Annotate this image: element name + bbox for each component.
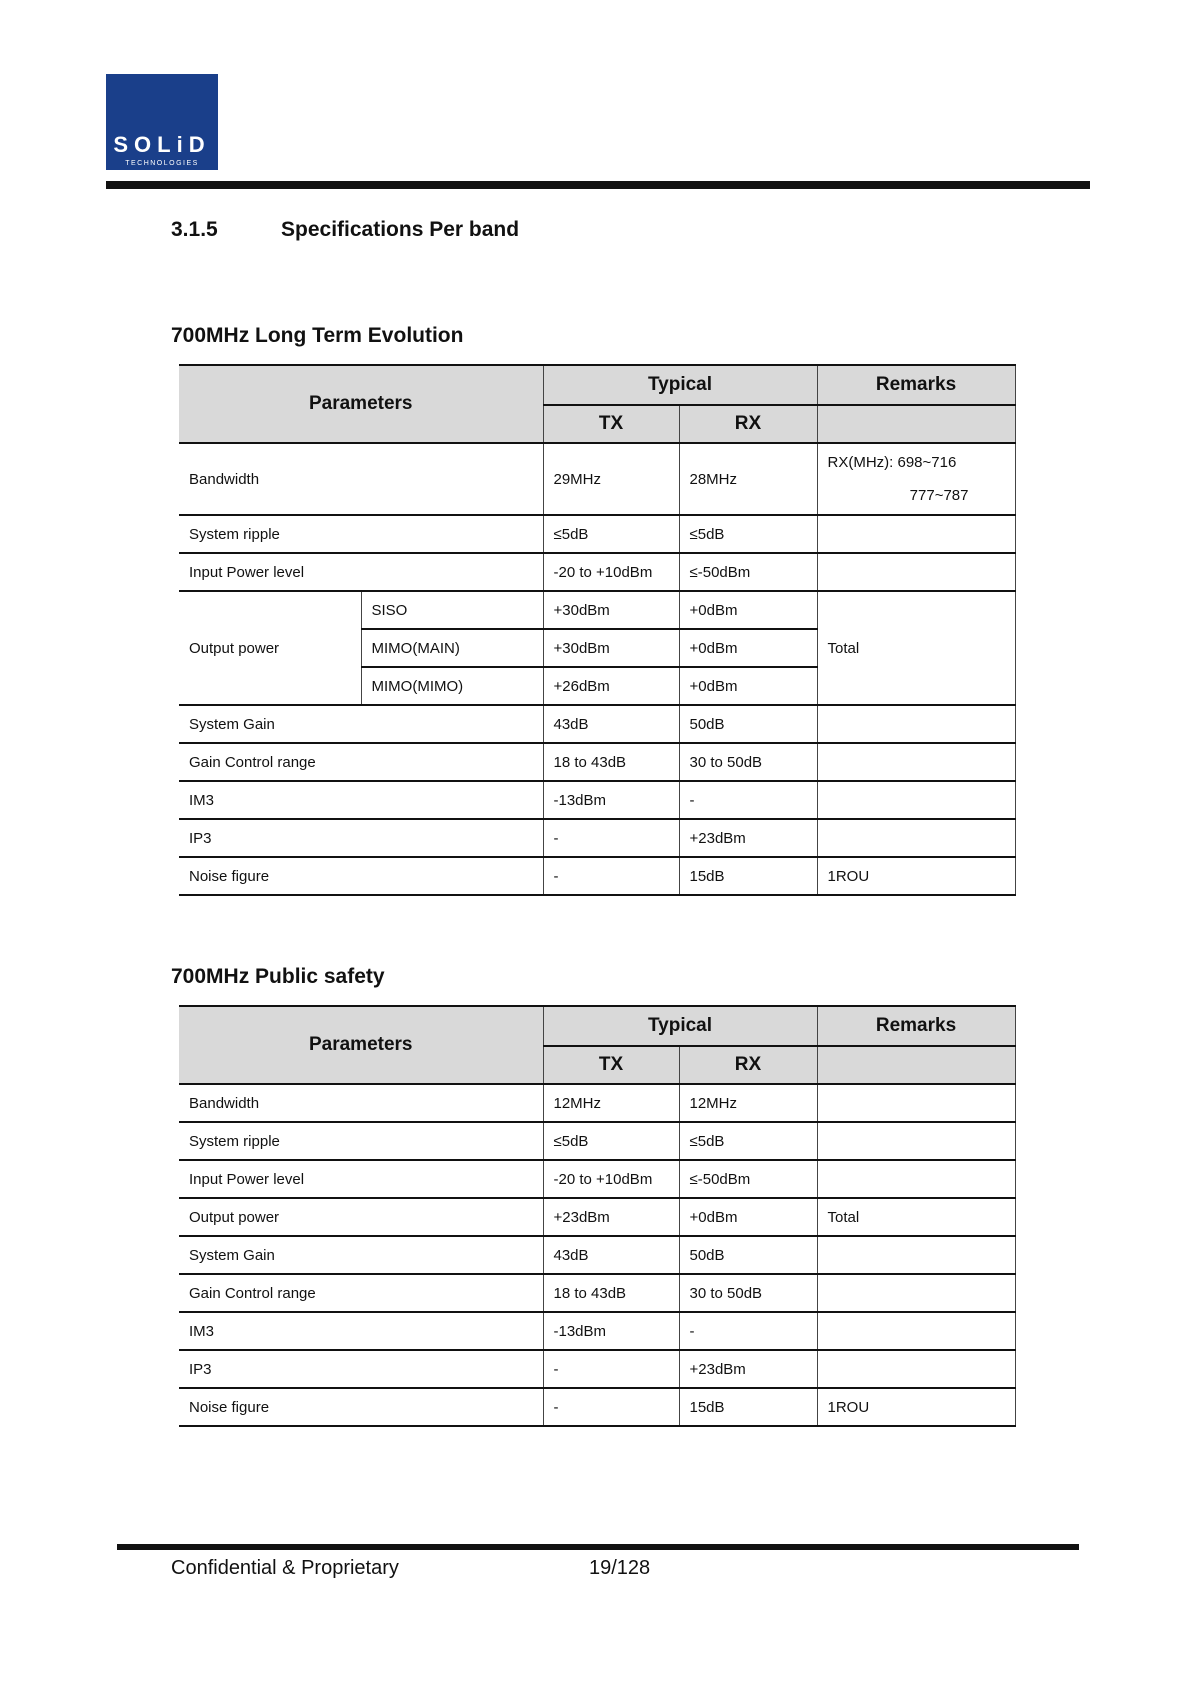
rx-value: 50dB (679, 705, 817, 743)
table-row (179, 819, 1015, 857)
page-number: 19/128 (589, 1557, 651, 1579)
table-row (179, 705, 1015, 743)
remark-cell (817, 553, 1015, 591)
param-label: Output power (179, 1198, 543, 1236)
tx-value: 18 to 43dB (543, 1274, 679, 1312)
table-row (179, 1160, 1015, 1198)
tx-value: -20 to +10dBm (543, 553, 679, 591)
table-row (179, 1312, 1015, 1350)
tx-value: - (543, 819, 679, 857)
tx-value: +26dBm (543, 667, 679, 705)
param-label: System ripple (179, 1122, 543, 1160)
param-label: Noise figure (179, 1388, 543, 1426)
remark-line2: 777~787 (909, 487, 969, 504)
param-label: Input Power level (179, 553, 543, 591)
table-row (179, 591, 1015, 629)
param-label: System Gain (179, 705, 543, 743)
lte-spec-table (179, 364, 1016, 896)
table-row (179, 1388, 1015, 1426)
rx-value: +23dBm (679, 819, 817, 857)
tx-value: 29MHz (543, 443, 679, 515)
footer-confidential: Confidential & Proprietary (171, 1557, 399, 1579)
header-parameters: Parameters (179, 1006, 543, 1084)
logo-wordmark: SOLiD (113, 132, 211, 157)
lte-table-title: 700MHz Long Term Evolution (171, 324, 464, 347)
param-label: System ripple (179, 515, 543, 553)
remark-cell: 1ROU (817, 1388, 1015, 1426)
table-row (179, 1350, 1015, 1388)
param-label: System Gain (179, 1236, 543, 1274)
param-label: IM3 (179, 781, 543, 819)
section-title: Specifications Per band (281, 218, 520, 241)
param-label: Noise figure (179, 857, 543, 895)
remark-cell (817, 705, 1015, 743)
header-tx: TX (543, 405, 679, 443)
table-row (179, 1198, 1015, 1236)
ps-table-title: 700MHz Public safety (171, 965, 385, 988)
header-remarks-blank (817, 405, 1015, 443)
param-label: IP3 (179, 1350, 543, 1388)
rx-value: 28MHz (679, 443, 817, 515)
param-label: IP3 (179, 819, 543, 857)
mode-label: MIMO(MIMO) (361, 667, 543, 705)
section-number: 3.1.5 (171, 218, 218, 241)
rx-value: +23dBm (679, 1350, 817, 1388)
remark-cell: Total (817, 1198, 1015, 1236)
table-row (179, 553, 1015, 591)
remark-cell (817, 1084, 1015, 1122)
header-rx: RX (679, 405, 817, 443)
rx-value: 15dB (679, 1388, 817, 1426)
mode-label: SISO (361, 591, 543, 629)
tx-value: ≤5dB (543, 515, 679, 553)
tx-value: 18 to 43dB (543, 743, 679, 781)
header-tx: TX (543, 1046, 679, 1084)
remark-cell (817, 743, 1015, 781)
rx-value: ≤-50dBm (679, 553, 817, 591)
header-typical: Typical (543, 365, 817, 405)
rx-value: 50dB (679, 1236, 817, 1274)
remark-cell (817, 781, 1015, 819)
remark-cell (817, 1350, 1015, 1388)
rx-value: +0dBm (679, 667, 817, 705)
table-row (179, 1274, 1015, 1312)
tx-value: - (543, 857, 679, 895)
remark-cell (817, 1312, 1015, 1350)
header-remarks: Remarks (817, 365, 1015, 405)
tx-value: 43dB (543, 705, 679, 743)
section-heading (171, 218, 519, 242)
tx-value: +30dBm (543, 629, 679, 667)
tx-value: -20 to +10dBm (543, 1160, 679, 1198)
remark-cell (817, 515, 1015, 553)
rx-value: ≤5dB (679, 515, 817, 553)
remark-cell (817, 1160, 1015, 1198)
tx-value: - (543, 1388, 679, 1426)
rx-value: +0dBm (679, 591, 817, 629)
table-row (179, 1084, 1015, 1122)
table-row (179, 781, 1015, 819)
param-label: IM3 (179, 1312, 543, 1350)
param-label: Gain Control range (179, 743, 543, 781)
footer-rule (117, 1544, 1079, 1550)
param-label: Gain Control range (179, 1274, 543, 1312)
rx-value: ≤5dB (679, 1122, 817, 1160)
logo-subtext: TECHNOLOGIES (125, 160, 199, 167)
mode-label: MIMO(MAIN) (361, 629, 543, 667)
remark-cell (817, 1274, 1015, 1312)
remark-cell: 1ROU (817, 857, 1015, 895)
param-label: Input Power level (179, 1160, 543, 1198)
tx-value: -13dBm (543, 1312, 679, 1350)
rx-value: - (679, 1312, 817, 1350)
table-row (179, 1236, 1015, 1274)
header-rx: RX (679, 1046, 817, 1084)
rx-value: 30 to 50dB (679, 743, 817, 781)
rx-value: +0dBm (679, 1198, 817, 1236)
rx-value: 12MHz (679, 1084, 817, 1122)
rx-value: 15dB (679, 857, 817, 895)
remark-cell (817, 443, 1015, 515)
header-parameters: Parameters (179, 365, 543, 443)
tx-value: +23dBm (543, 1198, 679, 1236)
tx-value: ≤5dB (543, 1122, 679, 1160)
remark-cell (817, 819, 1015, 857)
remark-cell (817, 1236, 1015, 1274)
tx-value: 12MHz (543, 1084, 679, 1122)
header-remarks-blank (817, 1046, 1015, 1084)
company-logo (106, 74, 218, 170)
table-row (179, 443, 1015, 515)
rx-value: ≤-50dBm (679, 1160, 817, 1198)
rx-value: 30 to 50dB (679, 1274, 817, 1312)
table-row (179, 1122, 1015, 1160)
table-row (179, 857, 1015, 895)
tx-value: +30dBm (543, 591, 679, 629)
header-rule (106, 181, 1090, 189)
header-typical: Typical (543, 1006, 817, 1046)
table-row (179, 743, 1015, 781)
rx-value: +0dBm (679, 629, 817, 667)
header-remarks: Remarks (817, 1006, 1015, 1046)
param-label: Bandwidth (179, 443, 543, 515)
param-label: Bandwidth (179, 1084, 543, 1122)
table-row (179, 515, 1015, 553)
tx-value: - (543, 1350, 679, 1388)
param-label: Output power (179, 591, 361, 705)
ps-spec-table (179, 1005, 1016, 1427)
remark-line1: RX(MHz): 698~716 (827, 454, 957, 471)
remark-cell (817, 1122, 1015, 1160)
tx-value: 43dB (543, 1236, 679, 1274)
rx-value: - (679, 781, 817, 819)
remark-cell: Total (817, 591, 1015, 705)
tx-value: -13dBm (543, 781, 679, 819)
